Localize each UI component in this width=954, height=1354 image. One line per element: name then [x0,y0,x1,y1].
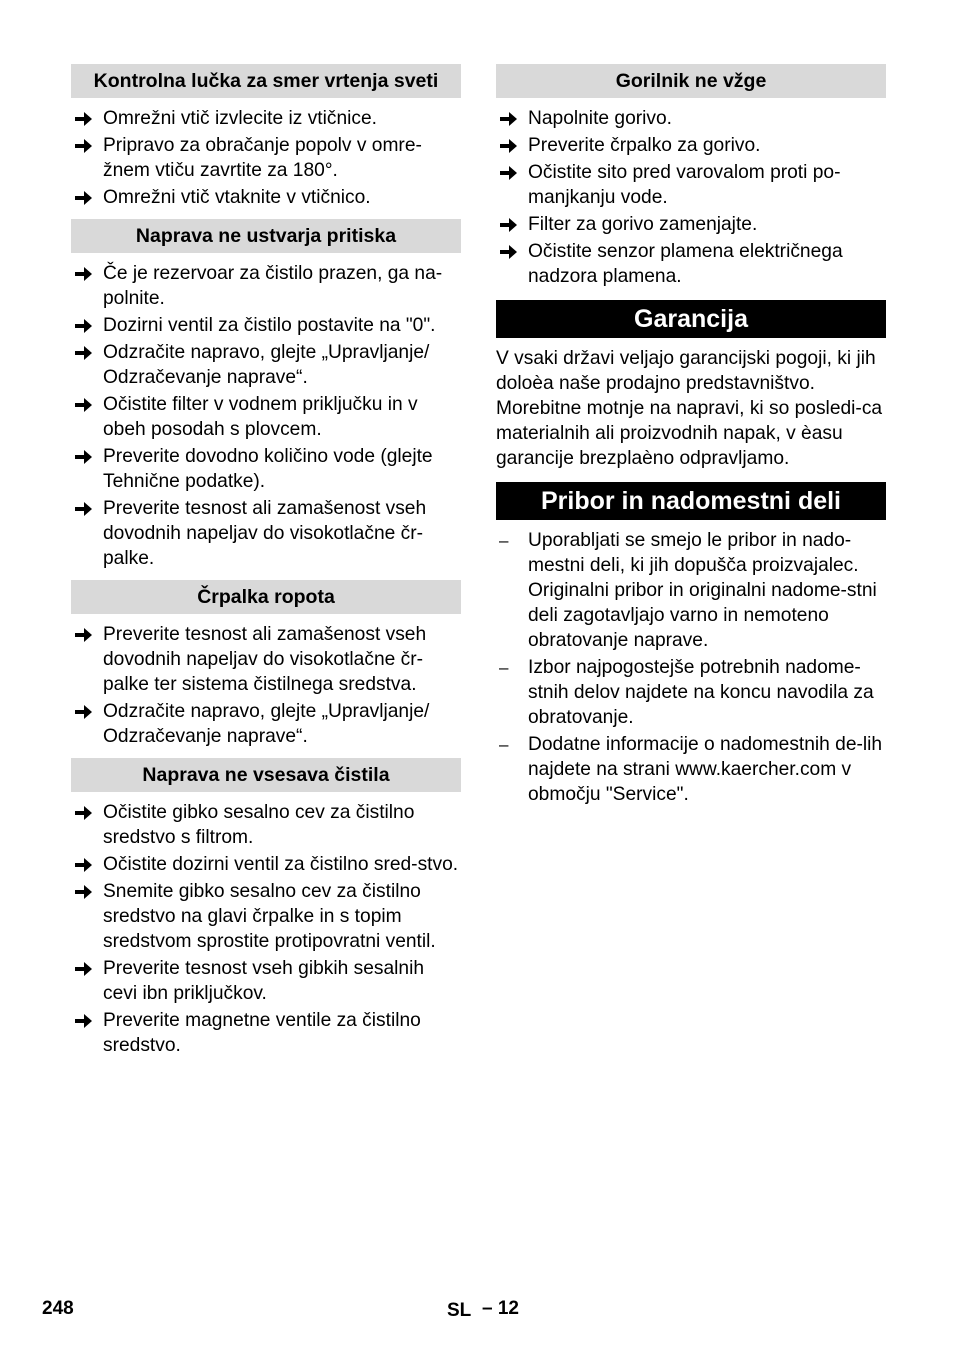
list-item: Preverite tesnost vseh gibkih sesalnih cevi ibn priključkov. [71,956,461,1006]
list-item: Preverite črpalko za gorivo. [496,133,886,158]
chapter-heading: Garancija [496,300,886,338]
list-item: Preverite tesnost ali zamašenost vseh dovodnih napeljav do visokotlačne čr-palke. [71,496,461,571]
arrow-right-icon [75,852,97,872]
arrow-right-icon [75,444,97,464]
arrow-right-icon [75,392,97,412]
arrow-right-icon [500,212,522,232]
list-item: Očistite filter v vodnem priključku in v obeh posodah s plovcem. [71,392,461,442]
arrow-right-icon [75,496,97,516]
list-item: Filter za gorivo zamenjajte. [496,212,886,237]
list-item: Omrežni vtič izvlecite iz vtičnice. [71,106,461,131]
section-accessories [496,482,886,807]
list-item: – Uporabljati se smejo le pribor in nado-mestni deli, ki jih dopušča proizvajalec. Originalni pribor in originalni nadome-stni deli zagotavljajo varno in nemoteno obratovanje naprave. [499,530,877,651]
section-no-detergent-suction [71,758,461,1058]
section-page-number: – 12 [482,1298,519,1319]
section-heading: Kontrolna lučka za smer vrtenja sveti [71,64,461,98]
list-item: Očistite dozirni ventil za čistilno sred-stvo. [71,852,461,877]
section-no-pressure [71,219,461,571]
arrow-right-icon [500,160,522,180]
list-item: Napolnite gorivo. [496,106,886,131]
list-item: Če je rezervoar za čistilo prazen, ga na-polnite. [71,261,461,311]
arrow-right-icon [75,1008,97,1028]
instruction-list [71,261,461,571]
instruction-list [71,106,461,210]
dash-marker: – [499,735,509,754]
list-item: Preverite dovodno količino vode (glejte Tehnične podatke). [71,444,461,494]
instruction-list [71,800,461,1058]
section-pump-noise [71,580,461,749]
list-item: Očistite sito pred varovalom proti po-manjkanju vode. [496,160,886,210]
arrow-right-icon [75,106,97,126]
arrow-right-icon [500,106,522,126]
section-heading: Naprava ne ustvarja pritiska [71,219,461,253]
arrow-right-icon [75,133,97,153]
list-item: – Dodatne informacije o nadomestnih de-lih najdete na strani www.kaercher.com v območju "Service". [499,734,883,805]
instruction-list [71,622,461,749]
list-item: Dozirni ventil za čistilo postavite na "0". [71,313,461,338]
list-item: Odzračite napravo, glejte „Upravljanje/ Odzračevanje naprave“. [71,699,461,749]
list-item: Očistite gibko sesalno cev za čistilno sredstvo s filtrom. [71,800,461,850]
right-column [496,64,886,816]
page-number: 248 [42,1298,74,1319]
dash-marker: – [499,658,509,677]
arrow-right-icon [75,800,97,820]
arrow-right-icon [75,185,97,205]
arrow-right-icon [75,340,97,360]
list-item: Preverite magnetne ventile za čistilno sredstvo. [71,1008,461,1058]
arrow-right-icon [75,956,97,976]
section-warranty [496,300,886,471]
arrow-right-icon [500,239,522,259]
section-heading: Naprava ne vsesava čistila [71,758,461,792]
section-direction-lamp [71,64,461,210]
arrow-right-icon [75,879,97,899]
instruction-list [496,106,886,289]
dash-list [496,528,886,807]
arrow-right-icon [75,699,97,719]
section-heading: Gorilnik ne vžge [496,64,886,98]
arrow-right-icon [75,313,97,333]
list-item: Očistite senzor plamena električnega nadzora plamena. [496,239,886,289]
arrow-right-icon [500,133,522,153]
section-heading: Črpalka ropota [71,580,461,614]
arrow-right-icon [75,622,97,642]
list-item: Omrežni vtič vtaknite v vtičnico. [71,185,461,210]
warranty-text: V vsaki državi veljajo garancijski pogoji, ki jih doloèa naše prodajno predstavništvo. Morebitne motnje na napravi, ki so posledi-ca materialnih ali proizvodnih napak, v èasu garancije brezplaèno odpravljamo. [496,348,883,469]
list-item: Snemite gibko sesalno cev za čistilno sredstvo na glavi črpalke in s topim sredstvom sprostite protipovratni ventil. [71,879,461,954]
left-column [71,64,461,1067]
list-item: Odzračite napravo, glejte „Upravljanje/ Odzračevanje naprave“. [71,340,461,390]
chapter-heading: Pribor in nadomestni deli [496,482,886,520]
list-item: Pripravo za obračanje popolv v omre-žnem vtiču zavrtite za 180°. [71,133,461,183]
language-code: SL [447,1300,472,1321]
list-item: – Izbor najpogostejše potrebnih nadome-stnih delov najdete na koncu navodila za obratovanje. [499,657,874,728]
arrow-right-icon [75,261,97,281]
list-item: Preverite tesnost ali zamašenost vseh dovodnih napeljav do visokotlačne čr-palke ter sistema čistilnega sredstva. [71,622,461,697]
dash-marker: – [499,531,509,550]
section-burner-no-ignition [496,64,886,289]
